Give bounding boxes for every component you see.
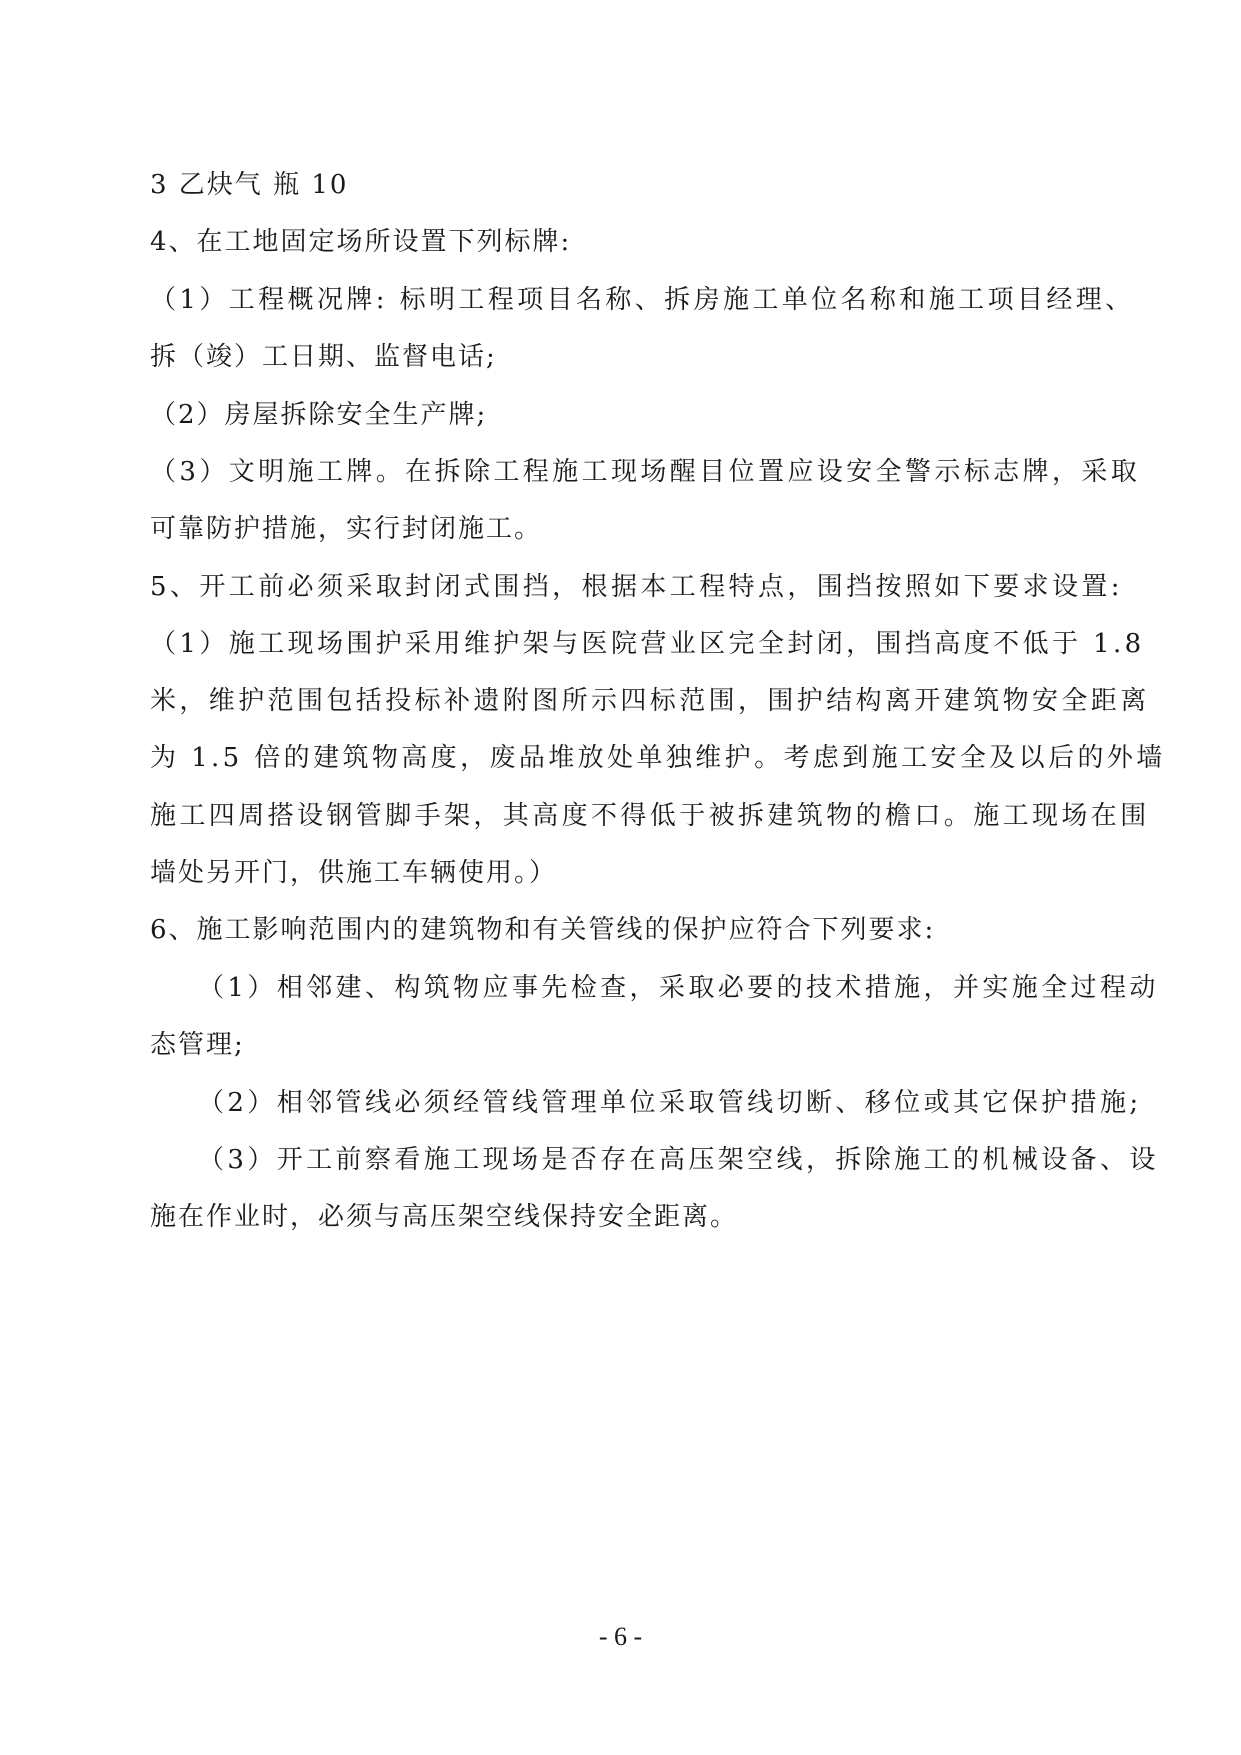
text-line: 墙处另开门，供施工车辆使用。） bbox=[150, 858, 558, 888]
text-line: 米，维护范围包括投标补遗附图所示四标范围，围护结构离开建筑物安全距离 bbox=[150, 686, 1150, 716]
text-line: 施工四周搭设钢管脚手架，其高度不得低于被拆建筑物的檐口。施工现场在围 bbox=[150, 801, 1150, 831]
text-line: （1）施工现场围护采用维护架与医院营业区完全封闭，围挡高度不低于 1.8 bbox=[150, 629, 1145, 659]
page-number: - 6 - bbox=[598, 1622, 643, 1651]
section-heading: 6、施工影响范围内的建筑物和有关管线的保护应符合下列要求: bbox=[150, 915, 936, 945]
text-line: 拆（竣）工日期、监督电话; bbox=[150, 342, 497, 372]
text-line: （2）相邻管线必须经管线管理单位采取管线切断、移位或其它保护措施; bbox=[198, 1088, 1142, 1118]
text-line: （3）文明施工牌。在拆除工程施工现场醒目位置应设安全警示标志牌，采取 bbox=[150, 457, 1141, 487]
text-line: 可靠防护措施，实行封闭施工。 bbox=[150, 514, 543, 544]
section-heading: 5、开工前必须采取封闭式围挡，根据本工程特点，围挡按照如下要求设置: bbox=[150, 572, 1123, 602]
text-line: （1）工程概况牌: 标明工程项目名称、拆房施工单位名称和施工项目经理、 bbox=[150, 285, 1135, 315]
text-line: 为 1.5 倍的建筑物高度，废品堆放处单独维护。考虑到施工安全及以后的外墙 bbox=[150, 743, 1166, 773]
text-line: （2）房屋拆除安全生产牌; bbox=[150, 400, 488, 430]
text-line: （3）开工前察看施工现场是否存在高压架空线，拆除施工的机械设备、设 bbox=[198, 1145, 1159, 1175]
section-heading: 4、在工地固定场所设置下列标牌: bbox=[150, 227, 572, 257]
text-line: 3 乙炔气 瓶 10 bbox=[150, 170, 349, 200]
text-line: （1）相邻建、构筑物应事先检查，采取必要的技术措施，并实施全过程动 bbox=[198, 973, 1159, 1003]
text-line: 态管理; bbox=[150, 1030, 245, 1060]
text-line: 施在作业时，必须与高压架空线保持安全距离。 bbox=[150, 1202, 739, 1232]
